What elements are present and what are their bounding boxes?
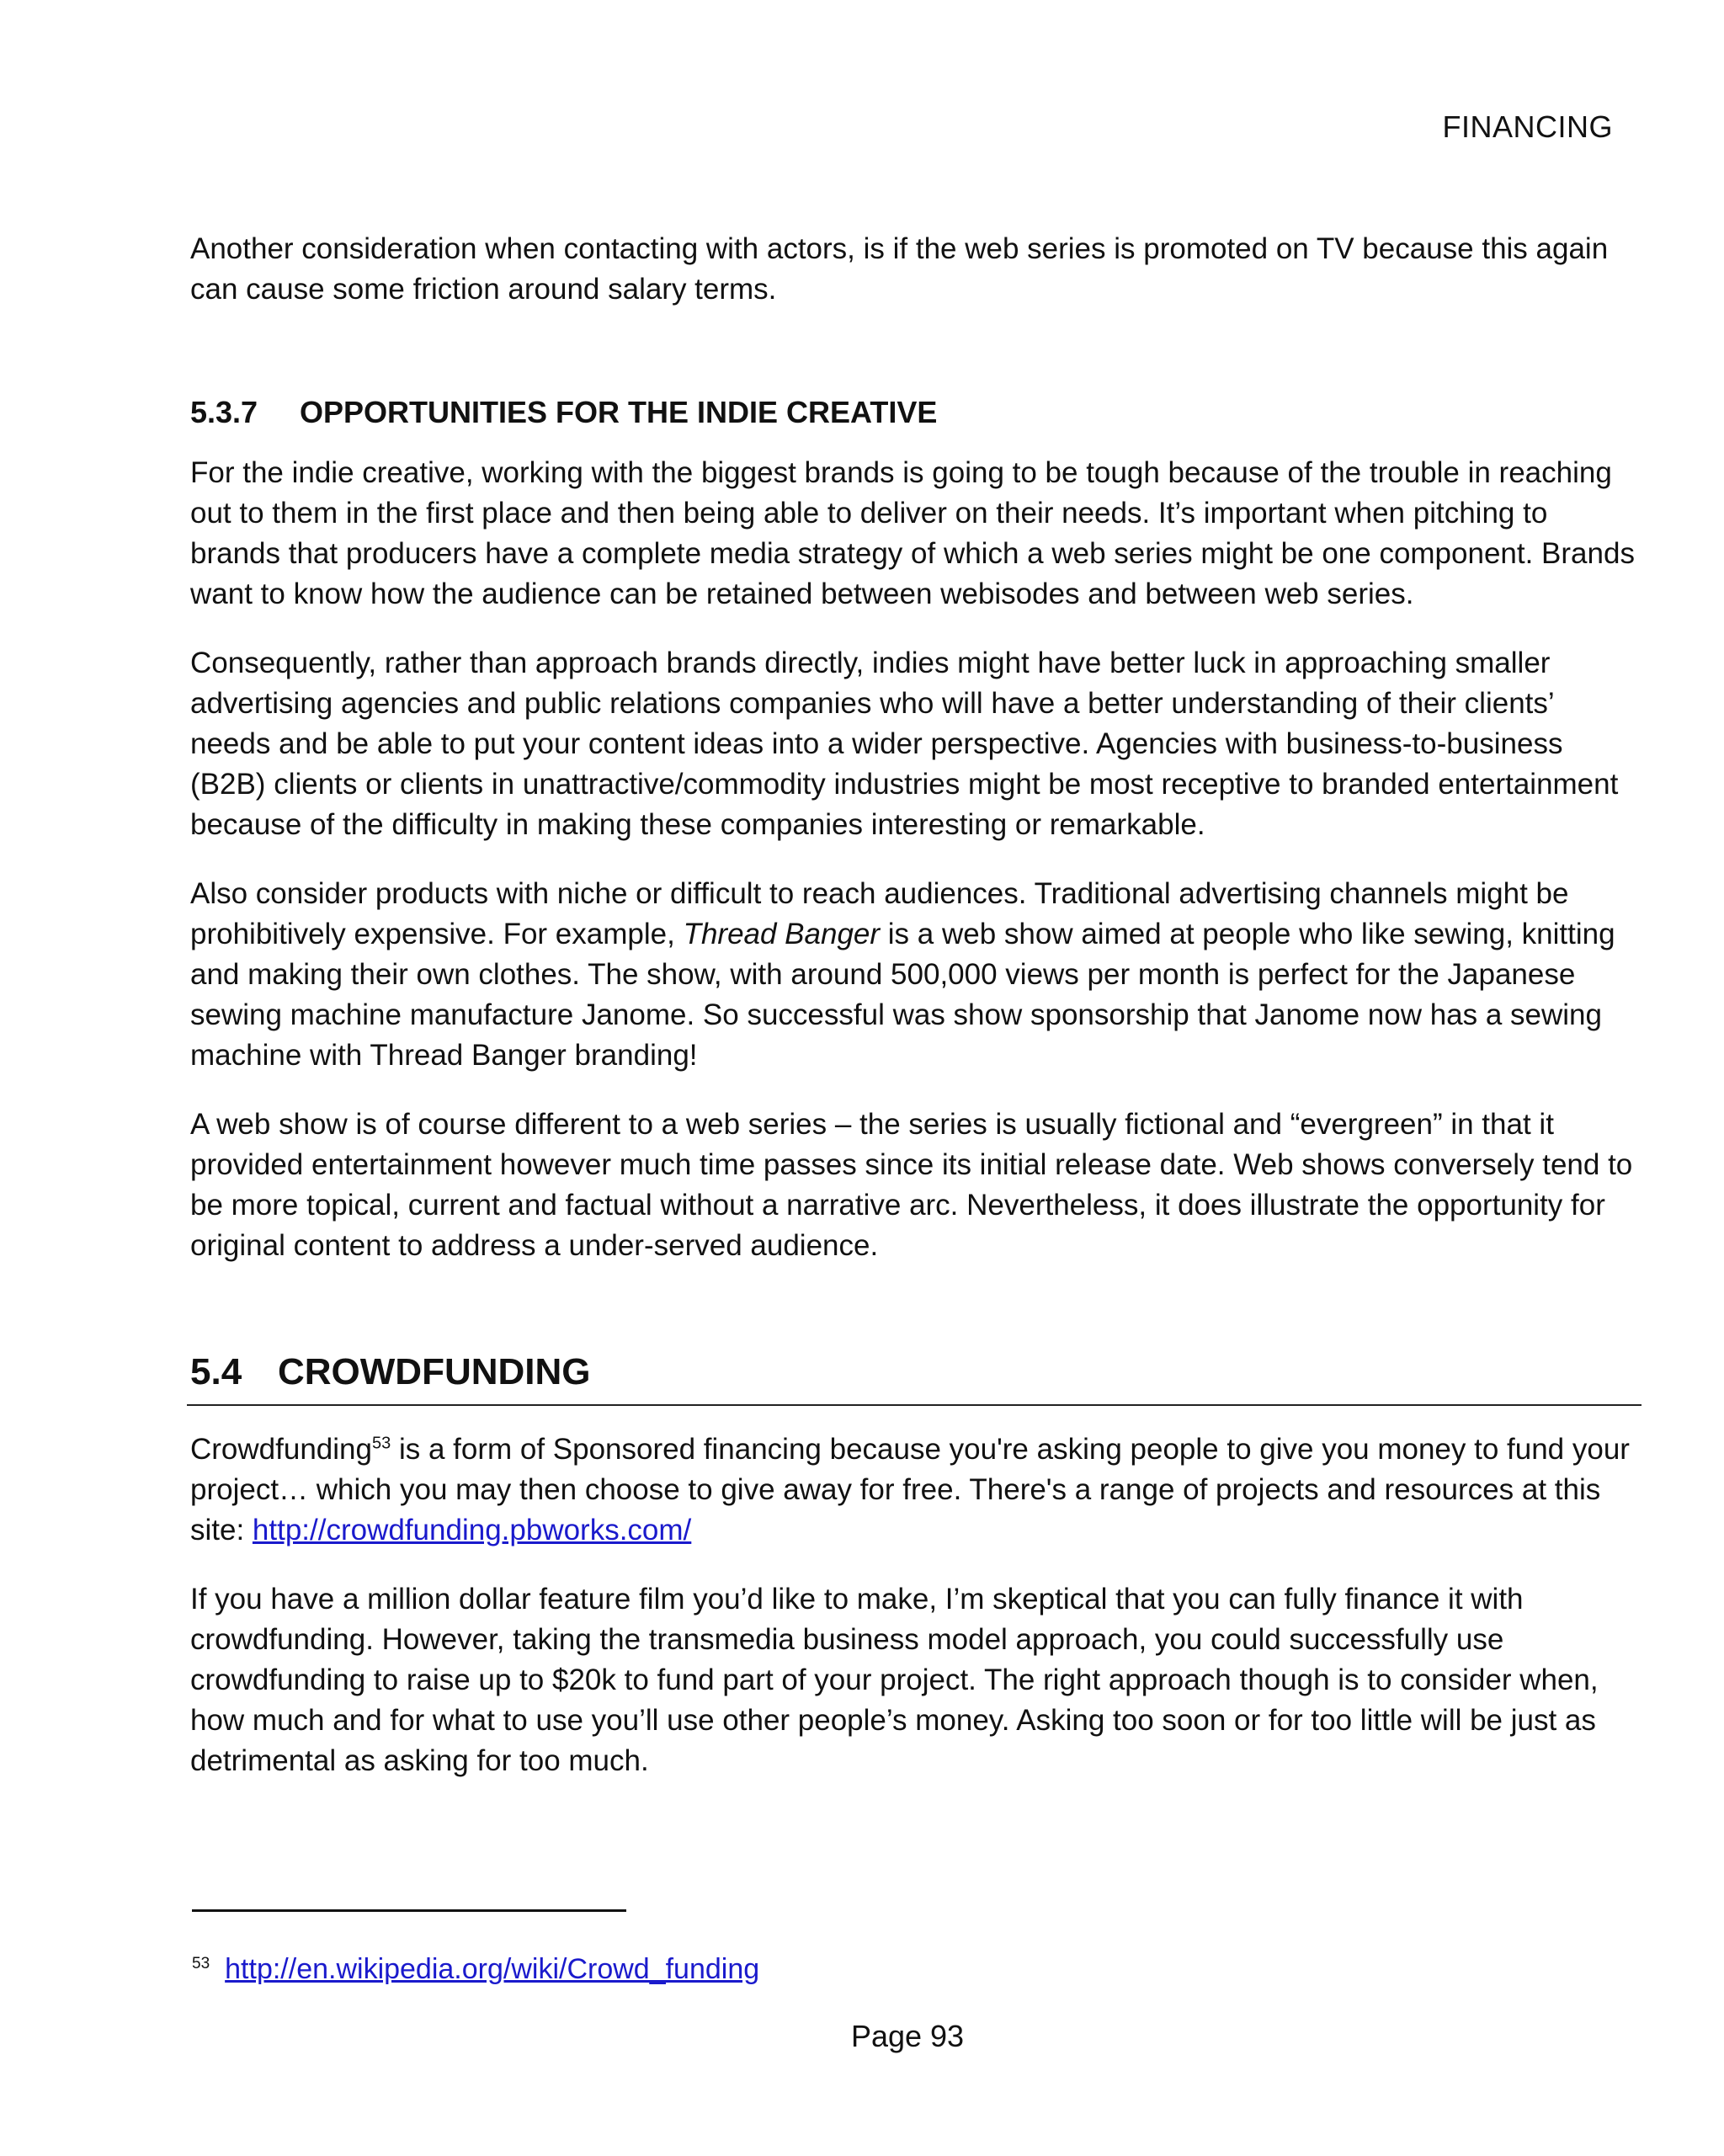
paragraph-niche-products	[190, 874, 1638, 1076]
footnote-reference[interactable]: 53	[371, 1434, 391, 1453]
section-heading-5-4	[190, 1347, 1638, 1397]
page-number: Page 93	[850, 2019, 965, 2053]
heading-underline	[187, 1404, 1642, 1406]
paragraph-text: is a form of Sponsored financing because you're asking people to give you money to fund your project… which you may then choose to give away for free. There's a range of projects and resources at this site:	[190, 1433, 1630, 1546]
section-title: CROWDFUNDING	[278, 1351, 591, 1392]
paragraph-text: is a web show aimed at people who like sewing, knitting and making their own clothes. The show, with around 500,000 views per month is perfect for the Japanese sewing machine manufacture Janome. So successful was show sponsorship that Janome now has a sewing machine with Thread Banger branding!	[190, 918, 1615, 1072]
section-number: 5.3.7	[190, 395, 258, 429]
footnote-link[interactable]: http://en.wikipedia.org/wiki/Crowd_funding	[225, 1953, 760, 1985]
paragraph-crowdfunding-approach: If you have a million dollar feature film you’d like to make, I’m skeptical that you can fully finance it with crowdfunding. However, taking the transmedia business model approach, you could successfully use crowdfunding to raise up to $20k to fund part of your project. The right approach though is to consider when, how much and for what to use you’ll use other people’s money. Asking too soon or for too little will be just as detrimental as asking for too much.	[190, 1583, 1599, 1777]
running-header: FINANCING	[1442, 109, 1613, 144]
crowdfunding-link[interactable]: http://crowdfunding.pbworks.com/	[252, 1514, 692, 1546]
intro-paragraph: Another consideration when contacting with actors, is if the web series is promoted on TV because this again can cause some friction around salary terms.	[190, 232, 1609, 306]
footnote-number: 53	[192, 1954, 210, 1972]
paragraph-agencies: Consequently, rather than approach brands directly, indies might have better luck in approaching smaller advertising agencies and public relations companies who will have a better understanding of their clients’ needs and be able to put your content ideas into a wider perspective. Agencies with business-to-business (B2B) clients or clients in unattractive/commodity industries might be most receptive to branded entertainment because of the difficulty in making these companies interesting or remarkable.	[190, 647, 1619, 841]
section-title: OPPORTUNITIES FOR THE INDIE CREATIVE	[300, 395, 938, 429]
paragraph-web-show: A web show is of course different to a web series – the series is usually fictional and “evergreen” in that it provided entertainment however much time passes since its initial release date. Web shows conversely tend to be more topical, current and factual without a narrative arc. Nevertheless, it does illustrate the opportunity for original content to address a under-served audience.	[190, 1108, 1633, 1262]
section-heading-5-3-7	[190, 392, 1638, 433]
paragraph-crowdfunding-intro	[190, 1429, 1638, 1551]
section-number: 5.4	[190, 1351, 242, 1392]
page-content	[190, 229, 1638, 1810]
paragraph-indie-brands: For the indie creative, working with the biggest brands is going to be tough because of the trouble in reaching out to them in the first place and then being able to deliver on their needs. It’s important when pitching to brands that producers have a complete media strategy of which a web series might be one component. Brands want to know how the audience can be retained between webisodes and between web series.	[190, 456, 1635, 610]
paragraph-text: Also consider products with niche or difficult to reach audiences. Traditional advertising channels might be prohibitively expensive. For example,	[190, 877, 1569, 950]
footnote	[192, 1950, 759, 1988]
footnote-separator	[192, 1909, 626, 1912]
show-title-italic: Thread Banger	[683, 918, 881, 950]
paragraph-text: Crowdfunding	[190, 1433, 372, 1466]
